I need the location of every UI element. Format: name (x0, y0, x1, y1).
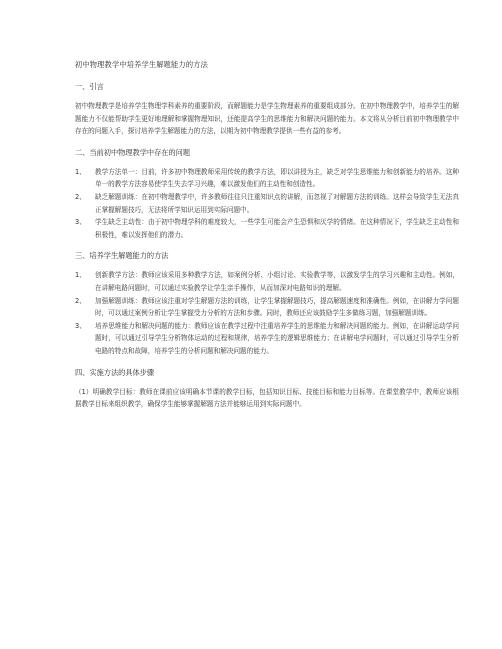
list-item-text: 培养思维能力和解决问题的能力：教师应该在教学过程中注重培养学生的思维能力和解决问题的能力。例如，在讲解运动学问题时，可以通过引导学生分析物体运动的过程和规律，培养学生的逻辑思维能力；在讲解电学问题时，可以通过引导学生分析电路的特点和故障，培养学生的分析问题和解决问题的能力。 (95, 321, 459, 355)
list-item-number: 3、 (75, 218, 86, 227)
list-item-number: 2、 (75, 296, 86, 305)
list-item (75, 269, 459, 294)
section-current-problems (75, 148, 459, 242)
list-item-text: 创新教学方法：教师应该采用多种教学方法，如案例分析、小组讨论、实验教学等，以激发学生的学习兴趣和主动性。例如，在讲解电路问题时，可以通过实验教学让学生亲手操作，从而加深对电路知识的理解。 (95, 271, 459, 292)
problem-list (75, 166, 459, 242)
list-item-text: 缺乏解题训练：在初中物理教学中，许多教师往往只注重知识点的讲解，而忽视了对解题方法的训练。这样会导致学生无法真正掌握解题技巧，无法将所学知识运用到实际问题中。 (95, 192, 459, 214)
list-item (75, 320, 459, 358)
section-introduction (75, 82, 459, 138)
list-item (75, 295, 459, 320)
list-item-number: 3、 (75, 321, 86, 330)
list-item-text: 教学方法单一：目前，许多初中物理教师采用传统的教学方法，即以讲授为主，缺乏对学生思维能力和创新能力的培养。这种单一的教学方法容易使学生失去学习兴趣，难以激发他们的主动性和创造性。 (95, 167, 459, 189)
section-implementation-steps (75, 368, 459, 411)
list-item-number: 2、 (75, 192, 86, 201)
method-list (75, 269, 459, 357)
list-item (75, 216, 459, 241)
list-item-number: 1、 (75, 167, 86, 176)
list-item-text: 加强解题训练：教师应该注重对学生解题方法的训练，让学生掌握解题技巧，提高解题速度和准确性。例如，在讲解力学问题时，可以通过案例分析让学生掌握受力分析的方法和步骤。同时，教师还应该鼓励学生多做练习题，加强解题训练。 (95, 296, 459, 318)
section-heading: 一、引言 (75, 82, 104, 91)
list-item-number: 1、 (75, 271, 86, 280)
section-paragraph: （1）明确教学目标：教师在课前应该明确本节课的教学目标，包括知识目标、技能目标和能力目标等。在课堂教学中，教师应该根据教学目标来组织教学，确保学生能够掌握解题方法并能够运用到实际问题中。 (75, 387, 459, 409)
list-item (75, 191, 459, 216)
list-item-text: 学生缺乏主动性：由于初中物理学科的难度较大，一些学生可能会产生恐惧和厌学的情绪。在这种情况下，学生缺乏主动性和积极性，难以发挥他们的潜力。 (95, 218, 459, 239)
section-heading: 二、当前初中物理教学中存在的问题 (75, 147, 191, 157)
section-heading: 四、实施方法的具体步骤 (75, 367, 155, 377)
document-title: 初中物理教学中培养学生解题能力的方法 (75, 60, 208, 69)
section-heading: 三、培养学生解题能力的方法 (75, 251, 169, 261)
section-methods (75, 251, 459, 357)
section-paragraph: 初中物理教学是培养学生物理学科素养的重要阶段，而解题能力是学生物理素养的重要组成部分。在初中物理教学中，培养学生的解题能力不仅能帮助学生更好地理解和掌握物理知识，还能提高学生的思维能力和解决问题的能力。本文将从分析目前初中物理教学中存在的问题入手，探讨培养学生解题能力的方法，以期为初中物理教学提供一些有益的参考。 (75, 102, 459, 136)
list-item (75, 166, 459, 191)
